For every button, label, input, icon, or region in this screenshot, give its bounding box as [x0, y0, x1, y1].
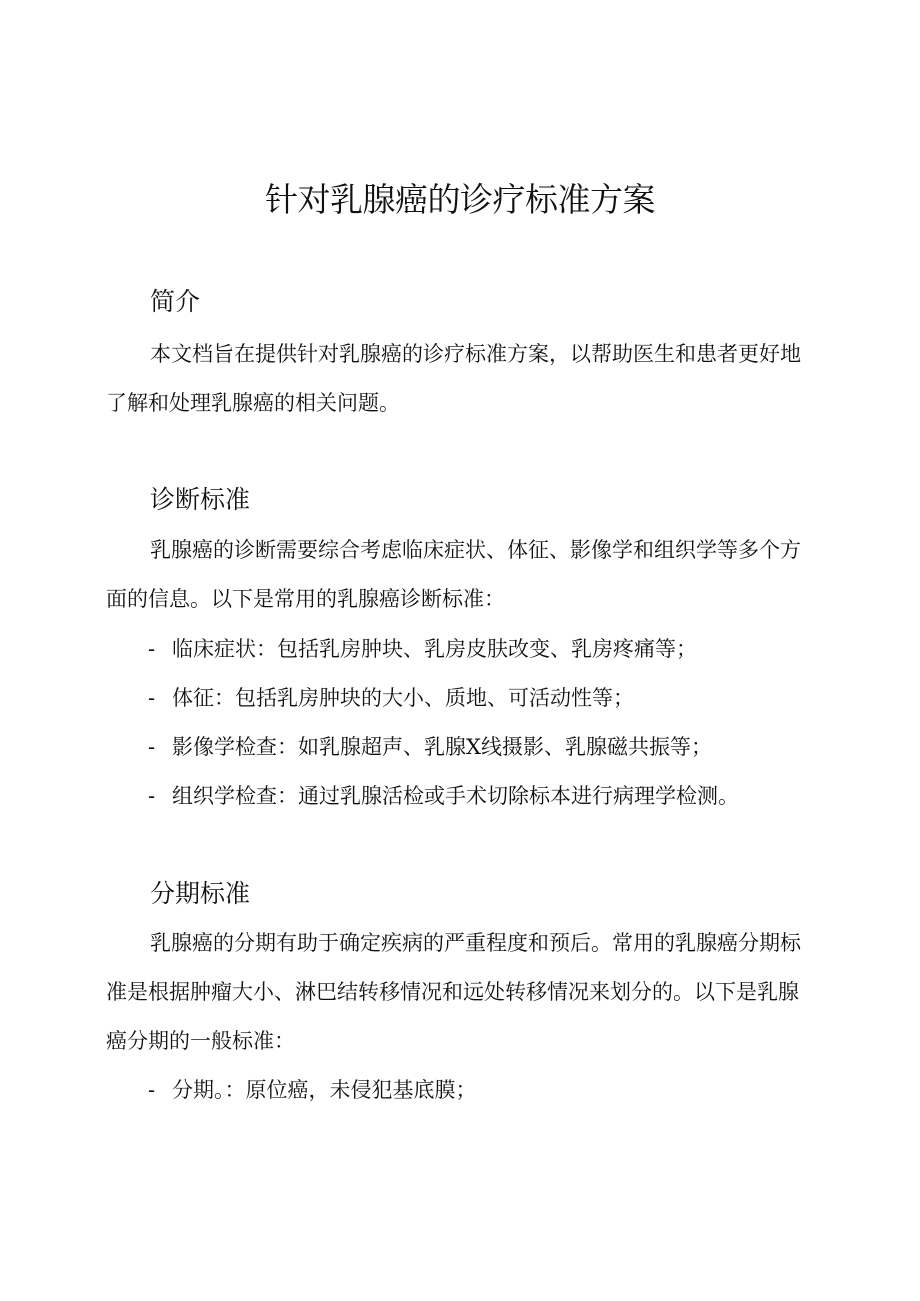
list-item [148, 634, 697, 664]
section-heading-diagnosis: 诊断标准 [150, 485, 251, 514]
list-item-text: 分期。：原位癌，未侵犯基底膜； [172, 1078, 477, 1102]
diagnosis-paragraph: 乳腺癌的诊断需要综合考虑临床症状、体征、影像学和组织学等多个方面的信息。以下是常用的乳腺癌诊断标准： [106, 538, 801, 611]
list-marker: - [148, 686, 156, 710]
list-item-text: 体征：包括乳房肿块的大小、质地、可活动性等； [172, 686, 634, 710]
intro-paragraph: 本文档旨在提供针对乳腺癌的诊疗标准方案，以帮助医生和患者更好地了解和处理乳腺癌的相关问题。 [106, 342, 801, 415]
list-item [148, 1075, 477, 1105]
list-item [148, 683, 634, 713]
list-item-text: 临床症状：包括乳房肿块、乳房皮肤改变、乳房疼痛等； [172, 637, 697, 661]
list-marker: - [148, 637, 156, 661]
list-marker: - [148, 784, 156, 808]
section-heading-intro: 简介 [150, 287, 201, 316]
list-item [148, 781, 739, 811]
list-marker: - [148, 1078, 156, 1102]
list-item [148, 732, 712, 762]
section-heading-staging: 分期标准 [150, 879, 251, 908]
staging-paragraph: 乳腺癌的分期有助于确定疾病的严重程度和预后。常用的乳腺癌分期标准是根据肿瘤大小、淋巴结转移情况和远处转移情况来划分的。以下是乳腺癌分期的一般标准： [106, 931, 801, 1053]
list-item-text: 影像学检查：如乳腺超声、乳腺X线摄影、乳腺磁共振等； [172, 735, 712, 759]
list-marker: - [148, 735, 156, 759]
list-item-text: 组织学检查：通过乳腺活检或手术切除标本进行病理学检测。 [172, 784, 739, 808]
document-title: 针对乳腺癌的诊疗标准方案 [265, 180, 655, 219]
